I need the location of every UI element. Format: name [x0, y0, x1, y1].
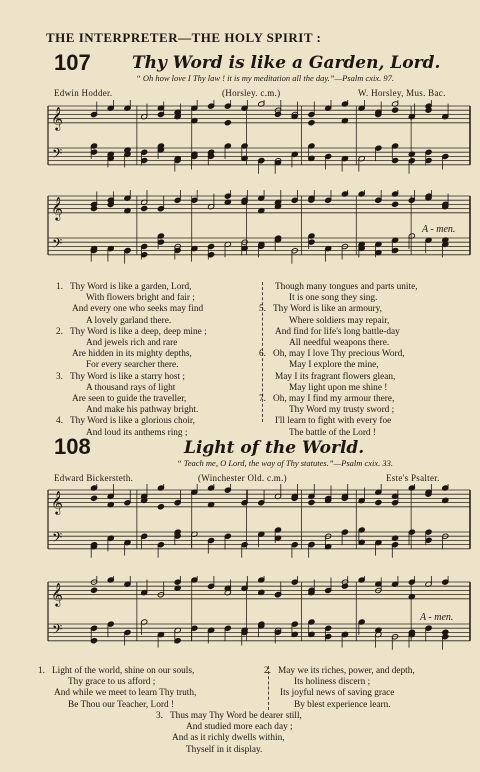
verse-line: Thy Word my trusty sword ;	[289, 405, 395, 416]
verse-line: A lovely garland there.	[86, 315, 172, 326]
hymn-composer: Este's Psalter.	[386, 473, 440, 483]
verse-number: 2.	[56, 326, 63, 337]
verse-line	[264, 666, 476, 677]
svg-text:𝄢: 𝄢	[52, 145, 63, 165]
verse-line: And make his pathway bright.	[86, 405, 199, 416]
verse-line: Are seen to guide the traveller,	[72, 394, 187, 405]
svg-text:𝄞: 𝄞	[51, 581, 63, 606]
verse-line: Thyself in it display.	[186, 744, 263, 755]
hymn-composer: W. Horsley, Mus. Bac.	[358, 88, 446, 98]
verse-line: Its holiness discern ;	[294, 677, 371, 688]
verse-line	[56, 416, 262, 427]
verse-line: And while we meet to learn Thy truth,	[54, 688, 197, 699]
svg-text:𝄢: 𝄢	[52, 529, 63, 549]
verses-center-column	[156, 711, 372, 756]
verse-text: Thy Word is like an armoury,	[273, 304, 382, 315]
verse-line: And every one who seeks may find	[72, 304, 204, 315]
verse-number: 3.	[56, 371, 63, 382]
hymn-epigraph: “ Teach me, O Lord, the way of Thy statutes.”—Psalm cxix. 33.	[176, 458, 394, 468]
amen-label: A - men.	[422, 224, 456, 235]
verse-text: Light of the world, shine on our souls,	[52, 666, 195, 676]
svg-text:𝄢: 𝄢	[52, 235, 63, 255]
verse-line: May I explore the mine,	[289, 360, 379, 371]
verses-right-column	[259, 282, 475, 439]
verse-line: And studied more each day ;	[186, 722, 293, 733]
verse-line	[259, 349, 475, 360]
verse-line: By blest experience learn.	[294, 699, 391, 710]
verse-line: And jewels rich and rare	[86, 338, 178, 349]
verse-line	[259, 304, 475, 315]
verse-line: A thousand rays of light	[86, 382, 176, 393]
music-system-3	[46, 484, 474, 566]
verse-number: 7.	[259, 394, 266, 405]
hymn-epigraph: “ Oh how love I Thy law ! it is my meditation all the day.”—Psalm cxix. 97.	[135, 73, 395, 83]
verse-text: Oh, may I find my armour there,	[273, 394, 395, 405]
amen-label: A - men.	[420, 612, 454, 623]
verse-number: 2.	[264, 666, 271, 676]
verses-right-column	[264, 666, 476, 711]
verse-text: Thy Word is like a glorious choir,	[70, 416, 195, 427]
verse-line: Be Thou our Teacher, Lord !	[68, 699, 175, 710]
verse-line: I'll learn to fight with every foe	[275, 416, 392, 427]
verse-line: And as it richly dwells within,	[172, 733, 285, 744]
verse-line: Are hidden in its mighty depths,	[72, 349, 192, 360]
verse-line: The battle of the Lord !	[289, 427, 376, 438]
verse-text: Thy Word is like a starry host ;	[70, 371, 186, 382]
hymn-title: Light of the World.	[184, 438, 365, 458]
verse-line	[259, 394, 475, 405]
hymn-number: 108	[54, 434, 91, 459]
music-system-4	[46, 576, 474, 658]
music-system-1	[46, 100, 474, 182]
verse-number: 5.	[259, 304, 266, 315]
verse-line	[156, 711, 372, 722]
verse-line: Thy grace to us afford ;	[68, 677, 156, 688]
hymn-number: 107	[54, 50, 91, 75]
hymn-author: Edward Bickersteth.	[54, 473, 134, 483]
verse-line	[56, 326, 262, 338]
verse-line: May I its fragrant flowers glean,	[275, 371, 396, 382]
verse-line: Its joyful news of saving grace	[280, 688, 395, 699]
svg-text:𝄢: 𝄢	[52, 621, 63, 641]
verse-line: May light upon me shine !	[289, 382, 388, 393]
hymn-title: Thy Word is like a Garden, Lord.	[132, 53, 441, 73]
hymn-tune: (Winchester Old. c.m.)	[198, 473, 287, 483]
verse-line: Though many tongues and parts unite,	[275, 282, 418, 292]
verse-line: And loud its anthems ring ;	[86, 427, 188, 438]
svg-text:𝄞: 𝄞	[51, 489, 63, 514]
verse-text: Thy Word is like a garden, Lord,	[70, 282, 192, 292]
verse-line: For every searcher there.	[86, 360, 179, 371]
hymn-author: Edwin Hodder.	[54, 88, 113, 98]
verse-number: 4.	[56, 416, 63, 427]
verse-number: 1.	[38, 666, 45, 676]
verse-text: May we its riches, power, and depth,	[278, 666, 415, 676]
verse-text: Thus may Thy Word be dearer still,	[170, 711, 302, 721]
verse-text: Oh, may I love Thy precious Word,	[273, 349, 405, 360]
verse-line: Where soldiers may repair,	[289, 315, 390, 326]
verses-left-column	[56, 282, 262, 439]
verse-line	[56, 282, 262, 293]
verse-line: All needful weapons there.	[289, 338, 390, 349]
verse-line: With flowers bright and fair ;	[86, 293, 195, 304]
verse-line	[38, 666, 264, 677]
page-header: THE INTERPRETER—THE HOLY SPIRIT :	[46, 30, 322, 45]
verse-text: Thy Word is like a deep, deep mine ;	[70, 326, 207, 337]
music-system-2	[46, 190, 474, 272]
verse-number: 6.	[259, 349, 266, 360]
verse-line: And find for life's long battle-day	[275, 326, 400, 337]
verse-number: 1.	[56, 282, 63, 292]
svg-text:𝄞: 𝄞	[51, 195, 63, 220]
verse-line	[56, 371, 262, 383]
hymn-tune: (Horsley. c.m.)	[222, 88, 281, 98]
svg-text:𝄞: 𝄞	[51, 105, 63, 130]
verses-left-column	[38, 666, 264, 711]
verse-number: 3.	[156, 711, 163, 721]
verse-line: It is one song they sing.	[289, 293, 378, 304]
